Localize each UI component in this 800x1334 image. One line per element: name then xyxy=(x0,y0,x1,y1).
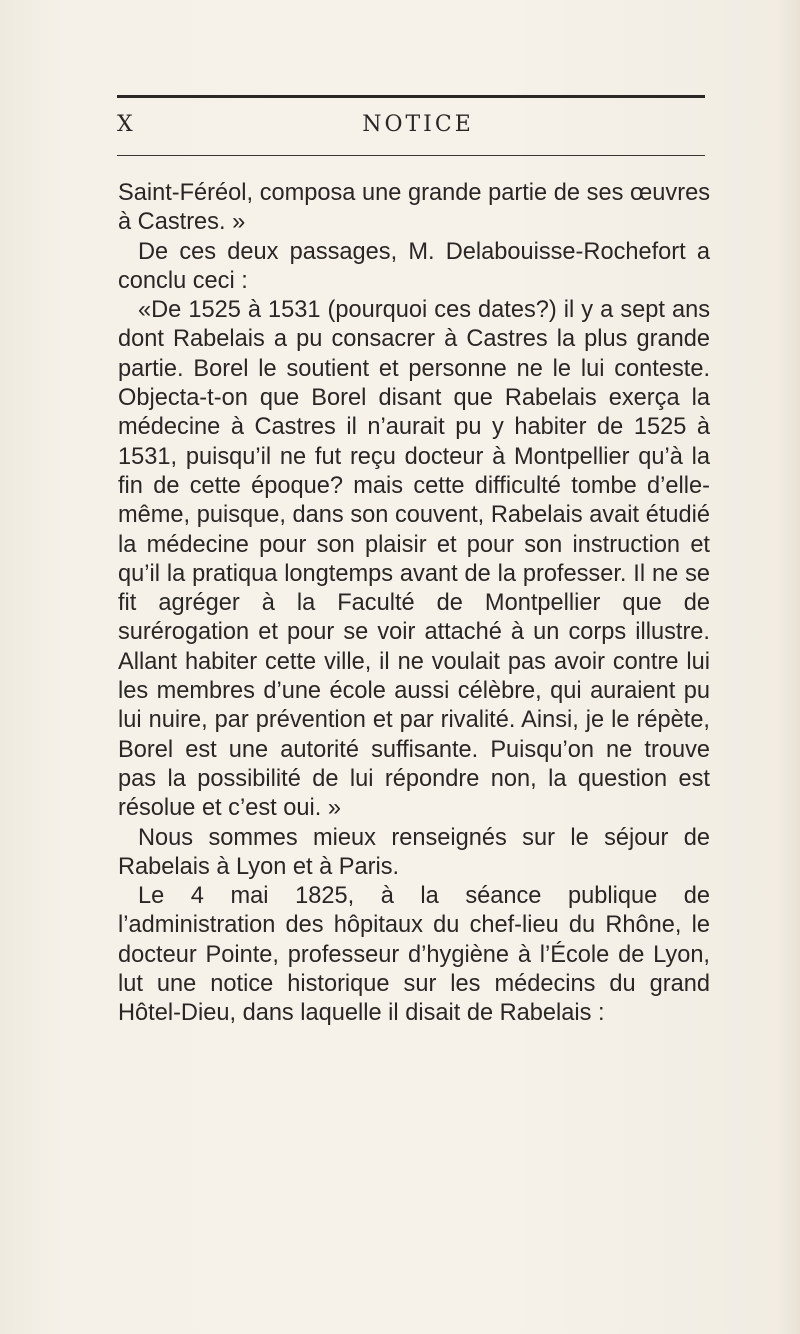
body-text xyxy=(118,179,710,1029)
page-number: X xyxy=(117,112,136,137)
page-edge-shadow xyxy=(778,0,800,1334)
header-bottom-rule xyxy=(117,155,705,156)
paragraph: De ces deux passages, M. Delabouisse-Rochefort a conclu ceci : xyxy=(118,238,710,294)
paragraph: Le 4 mai 1825, à la séance publique de l’administration des hôpitaux du chef-lieu du Rhône, le docteur Pointe, professeur d’hygiène à l’École de Lyon, lut une notice historique sur les médecins du grand Hôtel-Dieu, dans laquelle il disait de Rabelais : xyxy=(118,883,710,1027)
paragraph-continued: Saint-Féréol, composa une grande partie de ses œuvres à Castres. » xyxy=(118,180,710,236)
running-title: NOTICE xyxy=(362,112,474,137)
page-header xyxy=(117,112,705,146)
paragraph-quotation: «De 1525 à 1531 (pourquoi ces dates?) il y a sept ans dont Rabelais a pu consacrer à Castres la plus grande partie. Borel le soutient et personne ne le lui conteste. Objecta-t-on que Borel disant que Rabelais exerça la médecine à Castres il n’aurait pu y habiter de 1525 à 1531, puisqu’il ne fut reçu docteur à Montpellier qu’à la fin de cette époque? mais cette difficulté tombe d’elle-même, puisque, dans son couvent, Rabelais avait étudié la médecine pour son plaisir et pour son instruction et qu’il la pratiqua longtemps avant de la professer. Il ne se fit agréger à la Faculté de Montpellier que de surérogation et pour se voir attaché à un corps illustre. Allant habiter cette ville, il ne voulait pas avoir contre lui les membres d’une école aussi célèbre, qui auraient pu lui nuire, par prévention et par rivalité. Ainsi, je le répète, Borel est une autorité suffisante. Puisqu’on ne trouve pas la possibilité de lui répondre non, la question est résolue et c’est oui. » xyxy=(118,297,710,822)
header-top-rule xyxy=(117,95,705,98)
paragraph: Nous sommes mieux renseignés sur le séjour de Rabelais à Lyon et à Paris. xyxy=(118,824,710,880)
